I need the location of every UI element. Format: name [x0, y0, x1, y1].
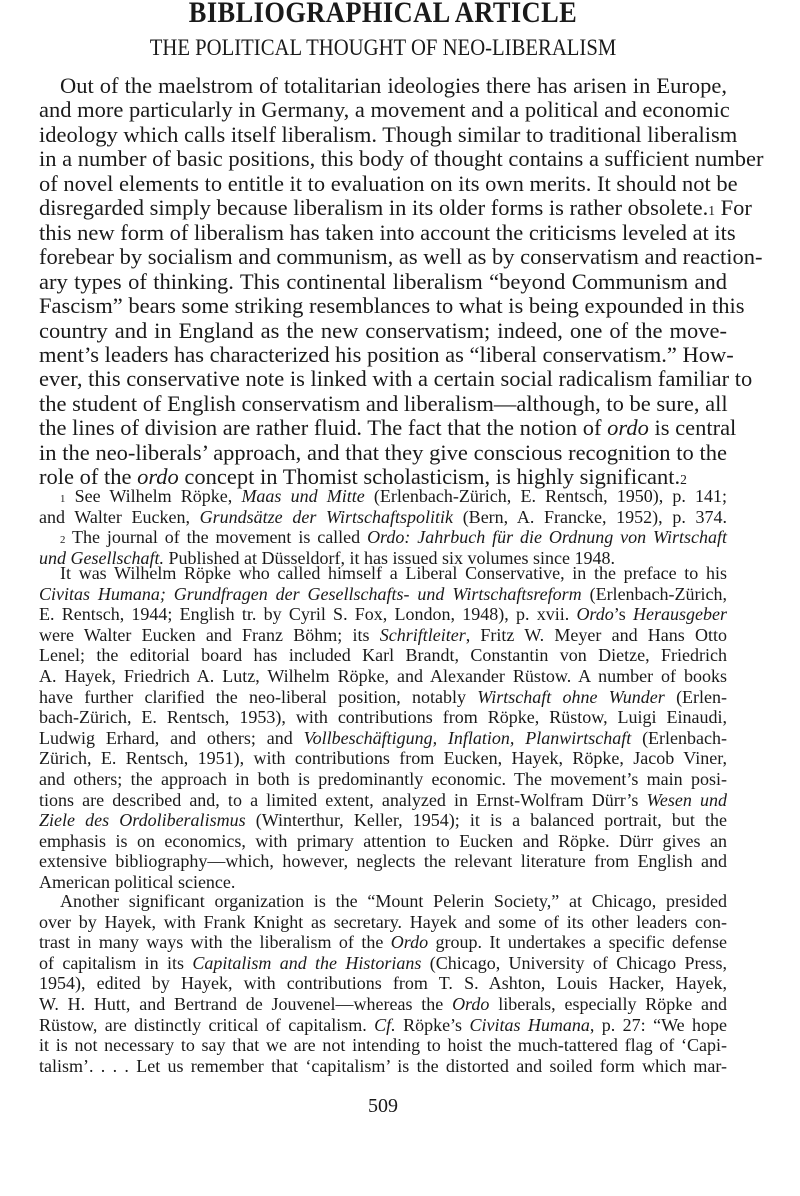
text-line: role of the ordo concept in Thomist scholasticism, is highly significant.$^2$ — [39, 464, 687, 490]
text-line: emphasis is on economics, with primary attention to Eucken and Röpke. Dürr gives an — [39, 830, 727, 851]
text-line: It was Wilhelm Röpke who called himself a Liberal Conservative, in the preface to his — [60, 563, 727, 583]
text-line: and more particularly in Germany, a movement and a political and economic — [39, 97, 730, 123]
text-line: it is not necessary to say that we are not intending to hoist the much-tattered flag of ‘Capi- — [39, 1035, 727, 1056]
text-line: the student of English conservatism and liberalism—although, to be sure, all — [39, 390, 728, 416]
page-number: 509 — [368, 1095, 398, 1117]
text-line: disregarded simply because liberalism in its older forms is rather obsolete.$^1$ For — [39, 195, 752, 221]
text-line: in the neo-liberals’ approach, and that they give conscious recognition to the — [39, 439, 727, 465]
text-line: of novel elements to entitle it to evaluation on its own merits. It should not be — [39, 170, 738, 196]
text-line: were Walter Eucken and Franz Böhm; its Schriftleiter, Fritz W. Meyer and Hans Otto — [39, 624, 728, 645]
text-line: Fascism” bears some striking resemblances to what is being expounded in this — [39, 293, 745, 319]
text-line: Civitas Humana; Grundfragen der Gesellschafts- und Wirtschaftsreform (Erlenbach-Zürich, — [39, 583, 728, 604]
text-line: Zürich, E. Rentsch, 1951), with contributions from Eucken, Hayek, Röpke, Jacob Viner, — [39, 748, 727, 769]
text-line: and others; the approach in both is predominantly economic. The movement’s main posi- — [39, 769, 727, 789]
footnote-1: $^1$ See Wilhelm Röpke, Maas und Mitte (Erlenbach-Zürich, E. Rentsch, 1950), p. 141; — [60, 486, 728, 506]
footnote-2: $^2$ The journal of the movement is called Ordo: Jahrbuch für die Ordnung von Wirtschaft — [60, 527, 727, 548]
article-title: THE POLITICAL THOUGHT OF NEO-LIBERALISM — [149, 35, 617, 60]
text-line: the lines of division are rather fluid. The fact that the notion of ordo is central — [39, 415, 737, 441]
text-line: country and in England as the new conservatism; indeed, one of the move- — [39, 317, 727, 343]
text-line: Rüstow, are distinctly critical of capitalism. Cf. Röpke’s Civitas Humana, p. 27: “We hope — [39, 1014, 727, 1035]
text-line: Ziele des Ordoliberalismus (Winterthur, Keller, 1954); it is a balanced portrait, but the — [39, 810, 728, 831]
text-line: ideology which calls itself liberalism. Though similar to traditional liberalism — [39, 121, 738, 147]
text-line: bach-Zürich, E. Rentsch, 1953), with contributions from Röpke, Rüstow, Luigi Einaudi, — [39, 707, 727, 728]
text-line: ever, this conservative note is linked with a certain social radicalism familiar to — [39, 366, 753, 392]
footnote-1-cont: and Walter Eucken, Grundsätze der Wirtschaftspolitik (Bern, A. Francke, 1952), p. 374. — [39, 506, 727, 527]
text-line: extensive bibliography—which, however, neglects the relevant literature from English and — [39, 851, 727, 872]
text-line: ment’s leaders has characterized his position as “liberal conservatism.” How- — [39, 341, 734, 367]
footnote-ref-2[interactable]: 2 — [680, 472, 687, 488]
text-line: this new form of liberalism has taken into account the criticisms leveled at its — [39, 219, 736, 245]
text-line: tions are described and, to a limited extent, analyzed in Ernst-Wolfram Dürr’s Wesen und — [39, 789, 727, 810]
text-line: Ludwig Erhard, and others; and Vollbeschäftigung, Inflation, Planwirtschaft (Erlenbach- — [39, 727, 728, 748]
text-line: over by Hayek, with Frank Knight as secretary. Hayek and some of its other leaders con- — [39, 911, 727, 932]
section-heading: BIBLIOGRAPHICAL ARTICLE — [188, 0, 578, 29]
text-line: trast in many ways with the liberalism of the Ordo group. It undertakes a specific defense — [39, 932, 727, 953]
text-line: A. Hayek, Friedrich A. Lutz, Wilhelm Röpke, and Alexander Rüstow. A number of books — [39, 666, 727, 686]
footnote-2-cont: und Gesellschaft. Published at Düsseldorf, it has issued six volumes since 1948. — [39, 547, 615, 568]
text-line: in a number of basic positions, this body of thought contains a sufficient number — [39, 146, 764, 172]
text-line: have further clarified the neo-liberal position, notably Wirtschaft ohne Wunder (Erlen- — [39, 686, 728, 707]
text-line: E. Rentsch, 1944; English tr. by Cyril S. Fox, London, 1948), p. xvii. Ordo’s Herausgeber — [39, 604, 728, 625]
text-line: Out of the maelstrom of totalitarian ideologies there has arisen in Europe, — [60, 73, 727, 98]
text-line: American political science. — [39, 872, 236, 892]
text-line: talism’. . . . Let us remember that ‘capitalism’ is the distorted and soiled form which mar- — [39, 1055, 727, 1076]
text-line: Another significant organization is the “Mount Pelerin Society,” at Chicago, presided — [60, 891, 727, 911]
text-line: ary types of thinking. This continental liberalism “beyond Communism and — [39, 268, 727, 294]
text-line: of capitalism in its Capitalism and the Historians (Chicago, University of Chicago Press, — [39, 952, 728, 973]
text-line: W. H. Hutt, and Bertrand de Jouvenel—whereas the Ordo liberals, especially Röpke and — [39, 994, 728, 1014]
footnote-ref-1[interactable]: 1 — [708, 203, 715, 219]
text-line: Lenel; the editorial board has included Karl Brandt, Constantin von Dietze, Friedrich — [39, 645, 727, 666]
text-line: 1954), edited by Hayek, with contributions from T. S. Ashton, Louis Hacker, Hayek, — [39, 973, 727, 994]
text-line: forebear by socialism and communism, as well as by conservatism and reaction- — [39, 244, 763, 270]
